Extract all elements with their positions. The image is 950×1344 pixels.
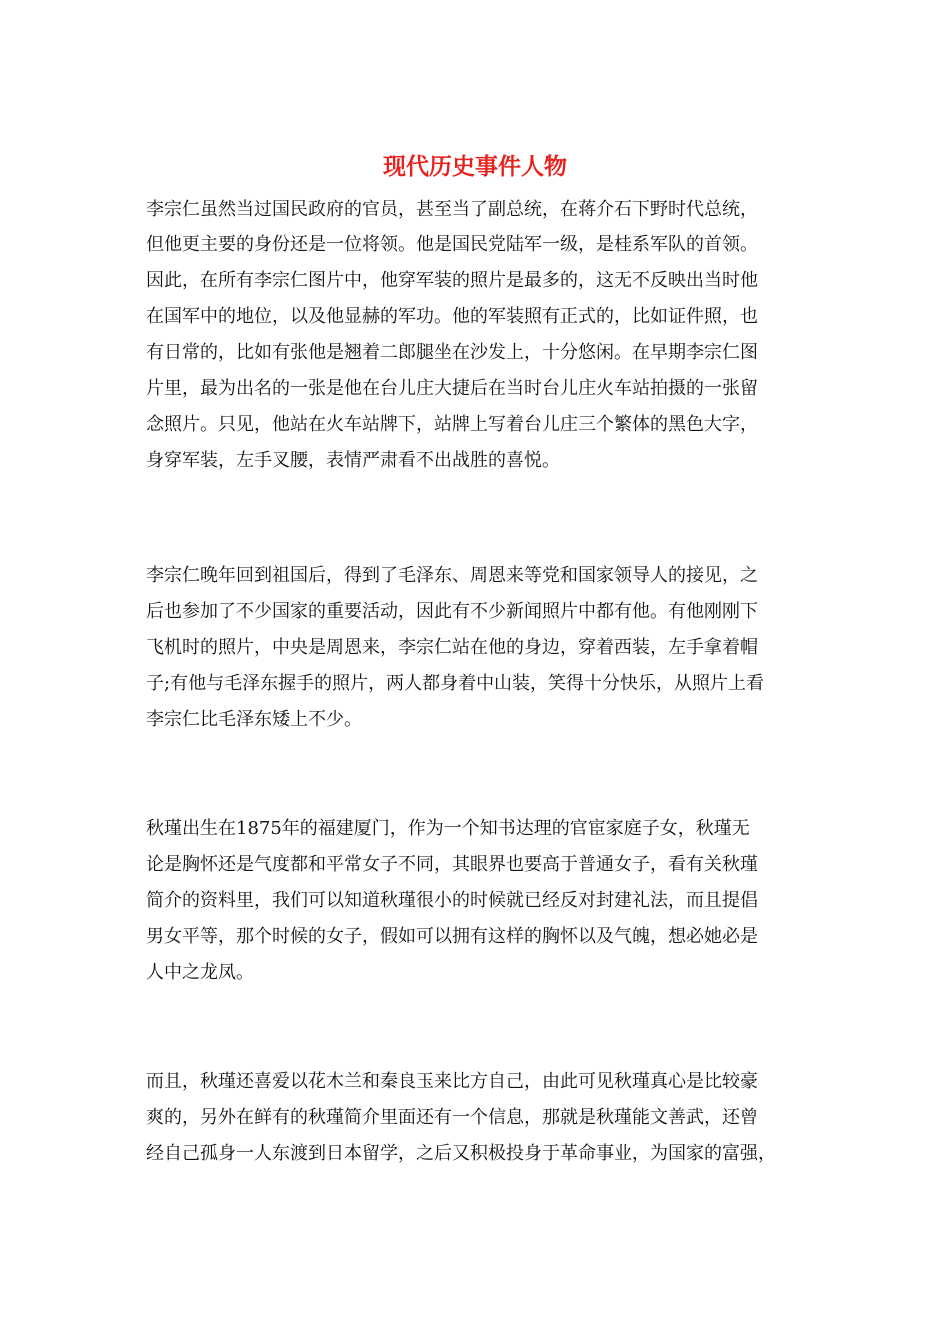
paragraph-line: 但他更主要的身份还是一位将领。他是国民党陆军一级，是桂系军队的首领。 xyxy=(146,234,758,255)
paragraph-line: 在国军中的地位，以及他显赫的军功。他的军装照有正式的，比如证件照，也 xyxy=(146,306,758,327)
paragraph-line: 李宗仁虽然当过国民政府的官员，甚至当了副总统，在蒋介石下野时代总统， xyxy=(146,199,758,220)
document-title: 现代历史事件人物 xyxy=(383,153,567,180)
paragraph-line: 秋瑾出生在1875年的福建厦门，作为一个知书达理的官宦家庭子女，秋瑾无 xyxy=(146,818,750,839)
paragraph-line: 论是胸怀还是气度都和平常女子不同，其眼界也要高于普通女子，看有关秋瑾 xyxy=(146,854,758,875)
paragraph-line: 而且，秋瑾还喜爱以花木兰和秦良玉来比方自己，由此可见秋瑾真心是比较豪 xyxy=(146,1071,758,1092)
paragraph-line: 男女平等，那个时候的女子，假如可以拥有这样的胸怀以及气魄，想必她必是 xyxy=(146,926,758,947)
paragraph-line: 李宗仁晚年回到祖国后，得到了毛泽东、周恩来等党和国家领导人的接见，之 xyxy=(146,565,758,586)
paragraph-line: 片里，最为出名的一张是他在台儿庄大捷后在当时台儿庄火车站拍摄的一张留 xyxy=(146,378,758,399)
paragraph-line: 子;有他与毛泽东握手的照片，两人都身着中山装，笑得十分快乐，从照片上看 xyxy=(146,673,765,694)
paragraph-line: 人中之龙凤。 xyxy=(146,962,254,983)
paragraph-line: 身穿军装，左手叉腰，表情严肃看不出战胜的喜悦。 xyxy=(146,450,560,471)
paragraph-line: 飞机时的照片，中央是周恩来，李宗仁站在他的身边，穿着西装，左手拿着帽 xyxy=(146,637,758,658)
paragraph-line: 经自己孤身一人东渡到日本留学，之后又积极投身于革命事业，为国家的富强， xyxy=(146,1143,776,1164)
paragraph-line: 后也参加了不少国家的重要活动，因此有不少新闻照片中都有他。有他刚刚下 xyxy=(146,601,758,622)
paragraph-line: 简介的资料里，我们可以知道秋瑾很小的时候就已经反对封建礼法，而且提倡 xyxy=(146,890,758,911)
paragraph-line: 李宗仁比毛泽东矮上不少。 xyxy=(146,709,362,730)
paragraph-line: 有日常的，比如有张他是翘着二郎腿坐在沙发上，十分悠闲。在早期李宗仁图 xyxy=(146,342,758,363)
paragraph-line: 爽的，另外在鲜有的秋瑾简介里面还有一个信息，那就是秋瑾能文善武，还曾 xyxy=(146,1107,758,1128)
paragraph-line: 念照片。只见，他站在火车站牌下，站牌上写着台儿庄三个繁体的黑色大字， xyxy=(146,414,758,435)
paragraph-line: 因此，在所有李宗仁图片中，他穿军装的照片是最多的，这无不反映出当时他 xyxy=(146,270,758,291)
